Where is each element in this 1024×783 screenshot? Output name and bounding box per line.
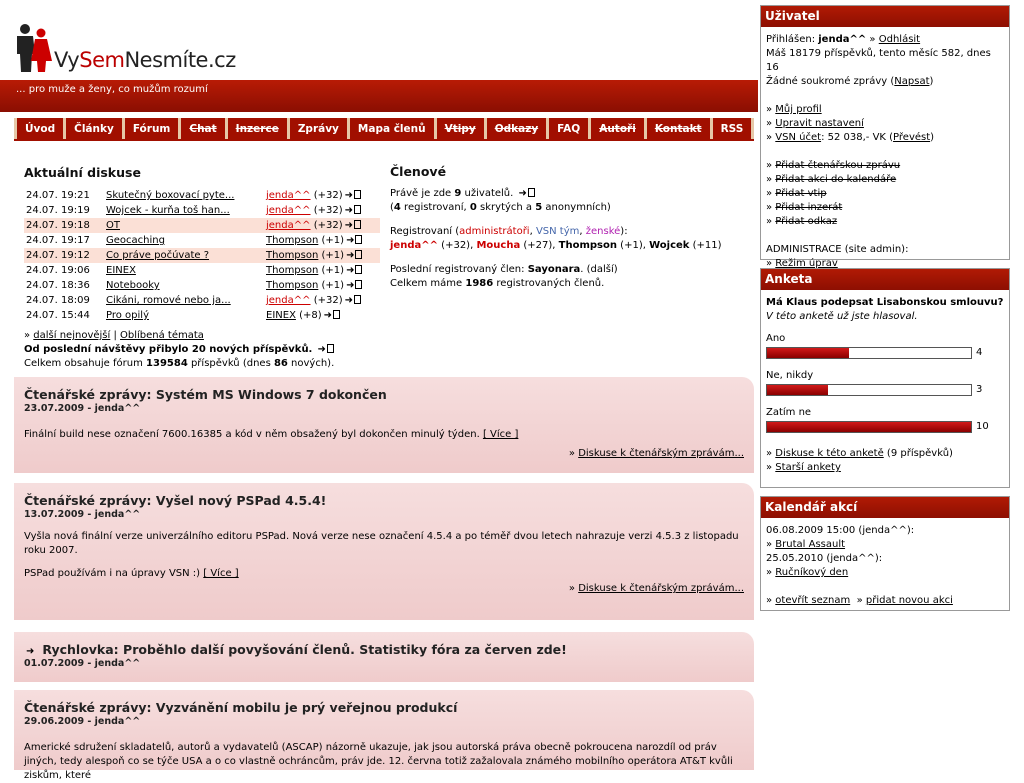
goto-arrow-icon[interactable]: ➜ [344, 190, 353, 201]
discussion-row [24, 278, 380, 293]
row-time: 24.07. 19:18 [24, 218, 104, 233]
poll-bar [766, 421, 972, 433]
poll-question: Má Klaus podepsat Lisabonskou smlouvu? [766, 297, 1004, 308]
doc-icon [355, 250, 362, 259]
poll-bar-fill [767, 422, 971, 432]
news-item: Čtenářské zprávy: Vyšel nový PSPad 4.5.4! 13.07.2009 - jenda^^ Vyšla nová finální verze univerzálního editoru PSPad. Nová verze nese označení 4.5.4 a po téměř dvou letech nahrazuje verzi 4.5.3 z listopadu roku 2007. PSPad používám i na úpravy VSN :) [ Více ] » Diskuse k čtenářským zprávám... [14, 483, 754, 620]
author-score: (+32) [313, 220, 343, 231]
doc-icon [327, 344, 334, 353]
forum-total: Celkem obsahuje fórum 139584 příspěvků (dnes 86 nových). [24, 358, 335, 369]
doc-icon [333, 310, 340, 319]
user-box: Uživatel Přihlášen: jenda^^ » Odhlásit Máš 18179 příspěvků, tento měsíc 582, dnes 16 Žádné soukromé zprávy (Napsat) » Můj profil » Upravit nastavení » VSN účet: 52 038,- VK (Převést) » Přidat čtenářskou zprávu » Přidat akci do kalendáře » Přidat vtip » Přidat inzerát » Přidat odkaz ADMINISTRACE (site admin): » Režim úprav [760, 5, 1010, 260]
doc-icon [528, 188, 535, 197]
online-users: Registrovaní (administrátoři, VSN tým, ženské): jenda^^ (+32), Moucha (+27), Thompson (+1), Wojcek (+11) [390, 226, 722, 251]
nav-tab-3[interactable]: Chat [178, 118, 224, 140]
online-user[interactable]: Wojcek [649, 240, 690, 251]
disabled-action-link[interactable]: Přidat vtip [775, 188, 827, 199]
disabled-action-link[interactable]: Přidat inzerát [775, 202, 843, 213]
discussion-row [24, 218, 380, 233]
topic-link[interactable]: Cikáni, romové nebo ja... [106, 295, 231, 306]
news-body: Vyšla nová finální verze univerzálního editoru PSPad. Nová verze nese označení 4.5.4 a po téměř dvou letech nahrazuje verzi 4.5.3 z listopadu roku 2007. [24, 531, 739, 556]
couple-logo-icon [14, 22, 54, 74]
news-meta: 29.06.2009 - jenda^^ [24, 716, 141, 727]
news-discussion-link[interactable]: Diskuse k čtenářským zprávám... [578, 448, 744, 459]
nav-tab-11[interactable]: Kontakt [644, 118, 710, 140]
edit-mode-link[interactable]: Režim úprav [775, 258, 838, 269]
discussion-row [24, 308, 380, 323]
online-count: Právě je zde 9 uživatelů. ➜ (4 registrovaní, 0 skrytých a 5 anonymních) [390, 188, 611, 213]
site-logo[interactable] [14, 22, 244, 74]
goto-arrow-icon[interactable]: ➜ [344, 205, 353, 216]
row-time: 24.07. 19:19 [26, 205, 90, 216]
header-bar [0, 80, 758, 112]
discussion-row [24, 263, 380, 278]
nav-tab-12[interactable]: RSS [710, 118, 752, 140]
poll-bar-fill [767, 385, 828, 395]
discussion-title: Aktuální diskuse [24, 165, 141, 180]
doc-icon [355, 235, 362, 244]
nav-tab-10[interactable]: Autoři [588, 118, 644, 140]
read-more-link[interactable]: [ Více ] [482, 429, 519, 440]
poll-bar [766, 347, 972, 359]
since-last-visit: Od poslední návštěvy přibylo 20 nových příspěvků. [24, 344, 313, 355]
row-time: 24.07. 19:06 [26, 265, 90, 276]
poll-option-label: Ano [766, 333, 786, 344]
legend-vsn: VSN tým [535, 226, 580, 237]
doc-icon [354, 295, 361, 304]
news-body: Americké sdružení skladatelů, autorů a vydavatelů (ASCAP) názorně ukazuje, jak jsou autorská práva obecně pokroucena narozdíl od práv jiných, tedy alespoň co se týče USA a o co vlastně ochráncům, práv jde. 12. června totiž zažalovala známého mobilního operátora AT&T kvůli ziskům, které [24, 742, 733, 781]
poll-option-label: Ne, nikdy [766, 370, 814, 381]
read-more-link[interactable]: [ Více ] [203, 568, 239, 579]
poll-bar-fill [767, 348, 849, 358]
discussion-table [24, 188, 380, 323]
nav-tab-8[interactable]: Odkazy [484, 118, 546, 140]
poll-box-title: Anketa [761, 269, 1009, 290]
news-meta: 13.07.2009 - jenda^^ [24, 509, 141, 520]
discussion-row [24, 293, 380, 308]
doc-icon [354, 220, 361, 229]
logout-link[interactable]: Odhlásit [878, 34, 921, 45]
nav-tab-6[interactable]: Mapa členů [347, 118, 434, 140]
legend-admin: administrátoři [459, 226, 530, 237]
calendar-box: Kalendář akcí 06.08.2009 15:00 (jenda^^): » Brutal Assault 25.05.2010 (jenda^^): » Ručníkový den » otevřít seznam » přidat novou akci [760, 496, 1010, 611]
topic-link[interactable]: Geocaching [106, 235, 165, 246]
news-title[interactable]: Čtenářské zprávy: Vyšel nový PSPad 4.5.4! [24, 493, 327, 508]
doc-icon [354, 205, 361, 214]
flash-arrow-icon: ➜ [26, 646, 35, 657]
news-meta: 23.07.2009 - jenda^^ [24, 403, 141, 414]
author-score: (+1) [321, 265, 345, 276]
goto-arrow-icon[interactable]: ➜ [317, 344, 326, 355]
online-user-score: (+1), [617, 240, 646, 251]
event-date: 06.08.2009 15:00 (jenda^^): [766, 525, 915, 536]
row-time: 24.07. 19:21 [26, 190, 90, 201]
row-time: 24.07. 19:17 [26, 235, 90, 246]
news-title[interactable]: ➜ Rychlovka: Proběhlo další povyšování členů. Statistiky fóra za červen zde! [26, 642, 567, 657]
online-user[interactable]: Moucha [476, 240, 521, 251]
online-user-score: (+11) [689, 240, 722, 251]
author-link[interactable]: jenda^^ [266, 220, 311, 231]
discussion-row [24, 188, 380, 203]
poll-votes: 3 [976, 384, 983, 395]
online-user[interactable]: Thompson [558, 240, 617, 251]
add-event-link[interactable]: přidat novou akci [865, 595, 953, 606]
nav-tab-5[interactable]: Zprávy [287, 118, 347, 140]
news-item [14, 690, 754, 781]
discussion-row [24, 233, 380, 248]
logo-text: VySemNesmíte.cz [54, 48, 236, 72]
discussion-row [24, 248, 380, 263]
vsn-account-link[interactable]: VSN účet [775, 132, 822, 143]
doc-icon [355, 265, 362, 274]
doc-icon [354, 190, 361, 199]
login-info: Přihlášen: jenda^^ » Odhlásit [766, 34, 921, 45]
row-time: 24.07. 18:09 [26, 295, 90, 306]
online-user-score: (+27), [520, 240, 556, 251]
calendar-box-title: Kalendář akcí [761, 497, 1009, 518]
event-link[interactable]: Brutal Assault [775, 539, 846, 550]
news-item [14, 632, 754, 682]
news-body: Finální build nese označení 7600.16385 a kód v něm obsažený byl dokončen minulý týden. [24, 429, 480, 440]
poll-votes: 4 [976, 347, 983, 358]
admin-label: ADMINISTRACE (site admin): [766, 244, 909, 255]
nav-tab-1[interactable]: Články [63, 118, 122, 140]
news-body-2: PSPad používám i na úpravy VSN :) [24, 568, 201, 579]
author-link[interactable]: jenda^^ [266, 190, 311, 201]
author-link[interactable]: jenda^^ [266, 295, 311, 306]
author-score: (+32) [313, 295, 343, 306]
disabled-action-link[interactable]: Přidat akci do kalendáře [775, 174, 897, 185]
main-nav [14, 118, 754, 140]
poll-option [766, 406, 1004, 435]
author-score: (+1) [321, 235, 345, 246]
goto-arrow-icon[interactable]: ➜ [346, 235, 355, 246]
author-score: (+1) [321, 280, 345, 291]
poll-option [766, 332, 1004, 361]
topic-link[interactable]: Skutečný boxovací pyte... [106, 190, 235, 201]
recent-discussion [24, 165, 384, 371]
event-date: 25.05.2010 (jenda^^): [766, 553, 883, 564]
topic-link[interactable]: Co práve počúvate ? [106, 250, 210, 261]
event-link[interactable]: Ručníkový den [775, 567, 849, 578]
topic-link[interactable]: Wojcek - kurňa toš han... [106, 205, 230, 216]
author-score: (+1) [321, 250, 345, 261]
author-link[interactable]: jenda^^ [266, 205, 311, 216]
news-discussion-link[interactable]: Diskuse k čtenářským zprávám... [578, 583, 744, 594]
discussion-row [24, 203, 380, 218]
doc-icon [355, 280, 362, 289]
legend-female: ženské [585, 226, 621, 237]
author-score: (+8) [299, 310, 322, 321]
goto-arrow-icon[interactable]: ➜ [344, 220, 353, 231]
nav-underline [14, 139, 754, 141]
online-user-score: (+32), [438, 240, 474, 251]
poll-bar [766, 384, 972, 396]
goto-arrow-icon[interactable]: ➜ [518, 188, 527, 199]
topic-link[interactable]: Notebooky [106, 280, 160, 291]
nav-endcap [751, 118, 754, 140]
author-link[interactable]: Thompson [266, 265, 319, 276]
news-item: Čtenářské zprávy: Systém MS Windows 7 dokončen 23.07.2009 - jenda^^ Finální build nese označení 7600.16385 a kód v něm obsažený byl dokončen minulý týden. [ Více ] » Diskuse k čtenářským zprávám... [14, 377, 754, 473]
favorite-topics-link[interactable]: Oblíbená témata [120, 330, 204, 341]
nav-tab-4[interactable]: Inzerce [225, 118, 287, 140]
write-message-link[interactable]: Napsat [894, 76, 930, 87]
poll-votes: 10 [976, 421, 989, 432]
nav-tab-9[interactable]: FAQ [546, 118, 588, 140]
news-title[interactable]: Čtenářské zprávy: Systém MS Windows 7 dokončen [24, 387, 387, 402]
user-box-title: Uživatel [761, 6, 1009, 27]
my-profile-link[interactable]: Můj profil [775, 104, 822, 115]
nav-tab-7[interactable]: Vtipy [434, 118, 484, 140]
nav-tab-2[interactable]: Fórum [122, 118, 179, 140]
news-meta: 01.07.2009 - jenda^^ [24, 658, 141, 669]
messages-info: Žádné soukromé zprávy (Napsat) [766, 76, 934, 87]
online-user[interactable]: jenda^^ [390, 240, 438, 251]
more-recent-link[interactable]: další nejnovější [33, 330, 111, 341]
poll-option-label: Zatím ne [766, 407, 812, 418]
goto-arrow-icon[interactable]: ➜ [323, 310, 333, 321]
author-link[interactable]: Thompson [266, 235, 319, 246]
goto-arrow-icon[interactable]: ➜ [346, 250, 355, 261]
goto-arrow-icon[interactable]: ➜ [346, 265, 355, 276]
row-time: 24.07. 15:44 [26, 310, 90, 321]
older-polls-link[interactable]: Starší ankety [775, 462, 841, 473]
disabled-action-link[interactable]: Přidat čtenářskou zprávu [775, 160, 901, 171]
last-registered: Poslední registrovaný člen: Sayonara. (další) Celkem máme 1986 registrovaných členů. [390, 264, 618, 289]
disabled-action-link[interactable]: Přidat odkaz [775, 216, 838, 227]
nav-tab-0[interactable]: Úvod [14, 118, 63, 140]
author-link[interactable]: EINEX [266, 310, 296, 321]
right-sidebar [760, 5, 1010, 619]
poll-box: Anketa Má Klaus podepsat Lisabonskou smlouvu? V této anketě už jste hlasoval. Ano 4 Ne, nikdy 3 Zatím ne 10 » Diskuse k této anketě (9 příspěvků) » Starší ankety [760, 268, 1010, 488]
topic-link[interactable]: EINEX [106, 265, 136, 276]
topic-link[interactable]: OT [106, 220, 120, 231]
open-list-link[interactable]: otevřít seznam [775, 595, 851, 606]
news-title[interactable]: Čtenářské zprávy: Vyzvánění mobilu je prý veřejnou produkcí [24, 700, 458, 715]
poll-voted-note: V této anketě už jste hlasoval. [766, 311, 918, 322]
author-score: (+32) [313, 190, 343, 201]
tagline: ... pro muže a ženy, co mužům rozumí [16, 84, 208, 95]
members-title: Členové [390, 164, 447, 179]
author-link[interactable]: Thompson [266, 250, 319, 261]
author-link[interactable]: Thompson [266, 280, 319, 291]
goto-arrow-icon[interactable]: ➜ [344, 295, 353, 306]
post-stats: Máš 18179 příspěvků, tento měsíc 582, dnes 16 [766, 48, 991, 73]
discussion-footer: » další nejnovější | Oblíbená témata Od poslední návštěvy přibylo 20 nových příspěvků. ➜ Celkem obsahuje fórum 139584 příspěvků (dnes 86 nových). [24, 329, 384, 371]
row-time: 24.07. 19:12 [24, 248, 104, 263]
goto-arrow-icon[interactable]: ➜ [346, 280, 355, 291]
transfer-link[interactable]: Převést [893, 132, 931, 143]
row-time: 24.07. 18:36 [26, 280, 90, 291]
poll-discussion-link[interactable]: Diskuse k této anketě [775, 448, 884, 459]
topic-link[interactable]: Pro opilý [106, 310, 149, 321]
author-score: (+32) [313, 205, 343, 216]
edit-settings-link[interactable]: Upravit nastavení [775, 118, 864, 129]
members-panel [390, 165, 750, 301]
poll-option [766, 369, 1004, 398]
